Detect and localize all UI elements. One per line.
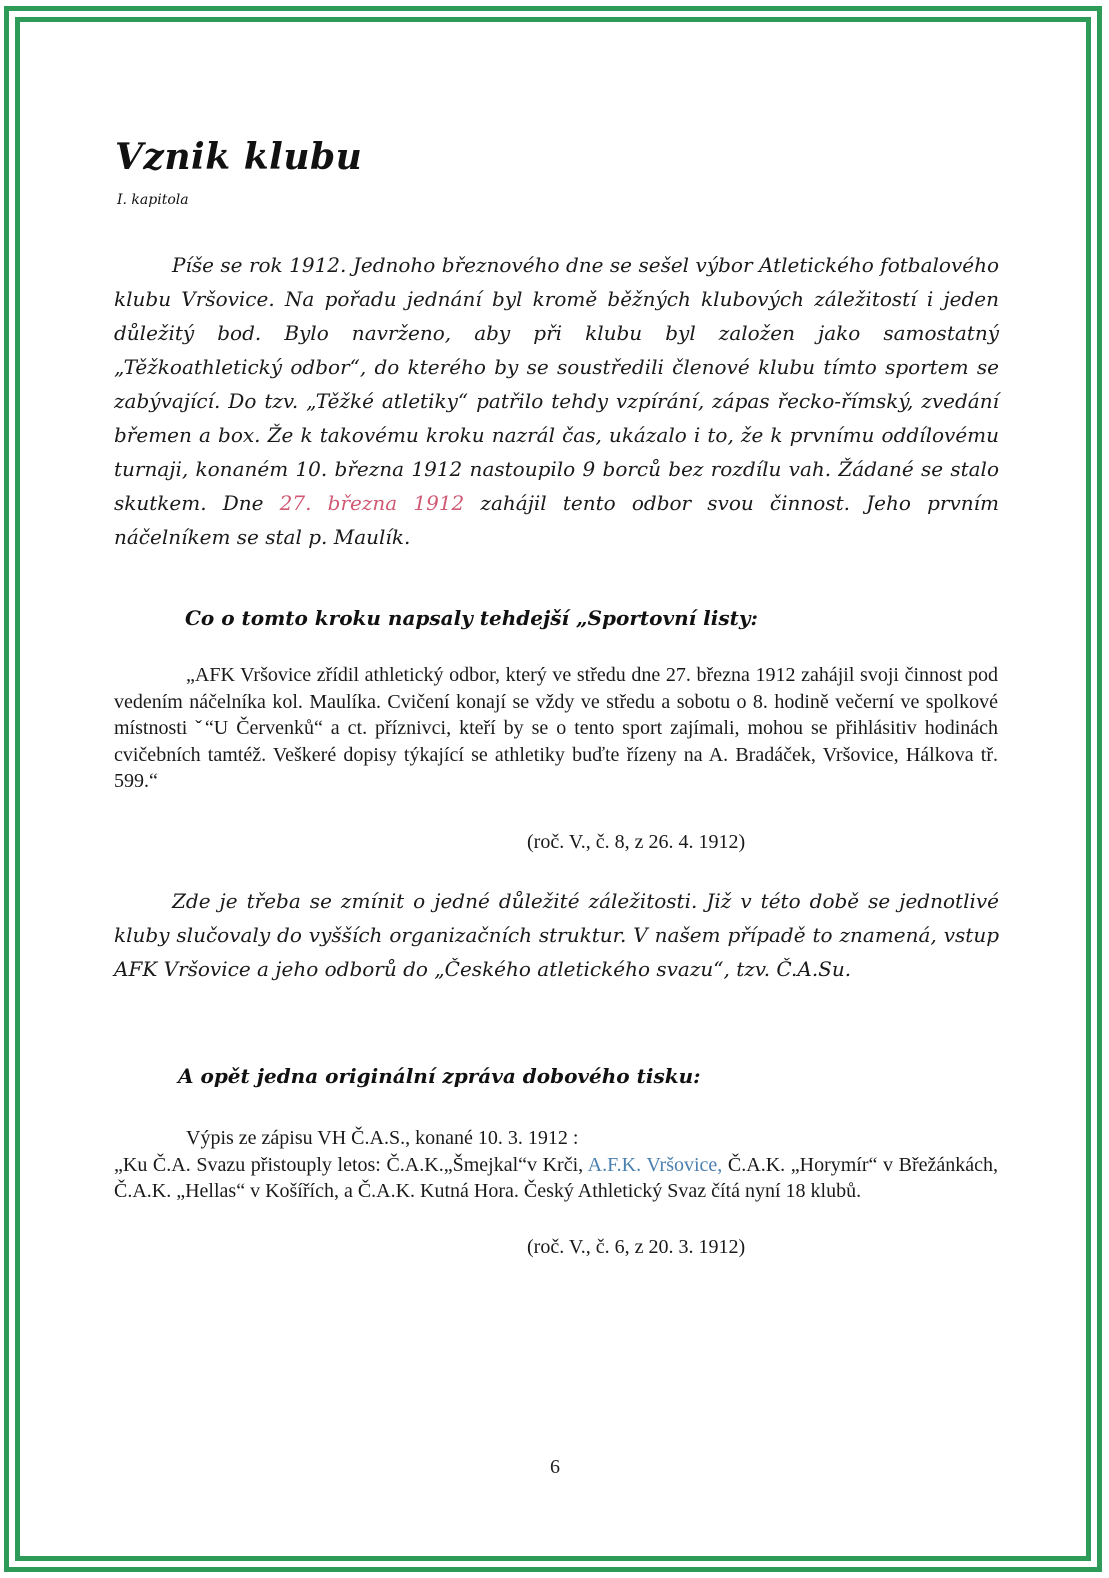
newspaper-quote-2 — [114, 1125, 998, 1205]
page-number: 6 — [550, 1456, 560, 1478]
quote-2-text-before: „Ku Č.A. Svazu přistouply letos: Č.A.K.„Šmejkal“v Krči, — [114, 1153, 588, 1176]
chapter-subtitle: I. kapitola — [117, 192, 189, 208]
federation-paragraph — [114, 884, 999, 986]
section-heading-press-report: A opět jedna originální zpráva dobového tisku: — [178, 1064, 701, 1088]
quote-1-source: (roč. V., č. 8, z 26. 4. 1912) — [527, 831, 746, 853]
quote-2-text-after: Č.A.K. „Horymír“ v Břežánkách, Č.A.K. „Hellas“ v Košířích, a Č.A.K. Kutná Hora. Český Athletický Svaz čítá nyní 18 klubů. — [114, 1153, 998, 1202]
federation-text: Zde je třeba se zmínit o jedné důležité záležitosti. Již v této době se jednotlivé kluby slučovaly do vyšších organizačních struktur. V našem případě to znamená, vstup AFK Vršovice a jeho odborů do „Českého atletického svazu“, tzv. Č.A.Su. — [114, 889, 999, 981]
quote-1-text: „AFK Vršovice zřídil athletický odbor, který ve středu dne 27. března 1912 zahájil svoji činnost pod vedením náčelníka kol. Maulíka. Cvičení konají se vždy ve středu a sobotu o 8. hodině večerní ve spolkové místnosti ˇ“U Červenků“ a ct. příznivci, kteří by se o tento sport zajímali, mohou se přihlásitiv hodinách cvičebních tamtéž. Veškeré dopisy týkající se athletiky buďte řízeny na A. Bradáček, Vršovice, Hálkova tř. 599.“ — [114, 664, 998, 792]
intro-paragraph — [114, 248, 999, 554]
quote-2-intro-line: Výpis ze zápisu VH Č.A.S., konané 10. 3. 1912 : — [186, 1127, 579, 1149]
page-title: Vznik klubu — [115, 136, 363, 178]
founding-date: 27. března 1912 — [279, 491, 465, 515]
newspaper-quote-1 — [114, 662, 998, 795]
section-heading-sportovni-listy: Co o tomto kroku napsaly tehdejší „Sportovní listy: — [185, 606, 758, 630]
intro-text-after-date: zahájil tento odbor svou činnost. Jeho prvním náčelníkem se stal p. Maulík. — [114, 491, 999, 549]
intro-text-before-date: Píše se rok 1912. Jednoho březnového dne se sešel výbor Atletického fotbalového klubu Vršovice. Na pořadu jednání byl kromě běžných klubových záležitostí i jeden důležitý bod. Bylo navrženo, aby při klubu byl založen jako samostatný „Těžkoathletický odbor“, do kterého by se soustředili členové klubu tímto sportem se zabývající. Do tzv. „Těžké atletiky“ patřilo tehdy vzpírání, zápas řecko-římský, zvedání břemen a box. Že k takovému kroku nazrál čas, ukázalo i to, že k prvnímu oddílovému turnaji, konaném 10. března 1912 nastoupilo 9 borců bez rozdílu vah. Žádané se stalo skutkem. Dne — [114, 253, 999, 515]
quote-2-club-name: A.F.K. Vršovice, — [587, 1153, 723, 1176]
quote-2-source: (roč. V., č. 6, z 20. 3. 1912) — [527, 1236, 746, 1258]
